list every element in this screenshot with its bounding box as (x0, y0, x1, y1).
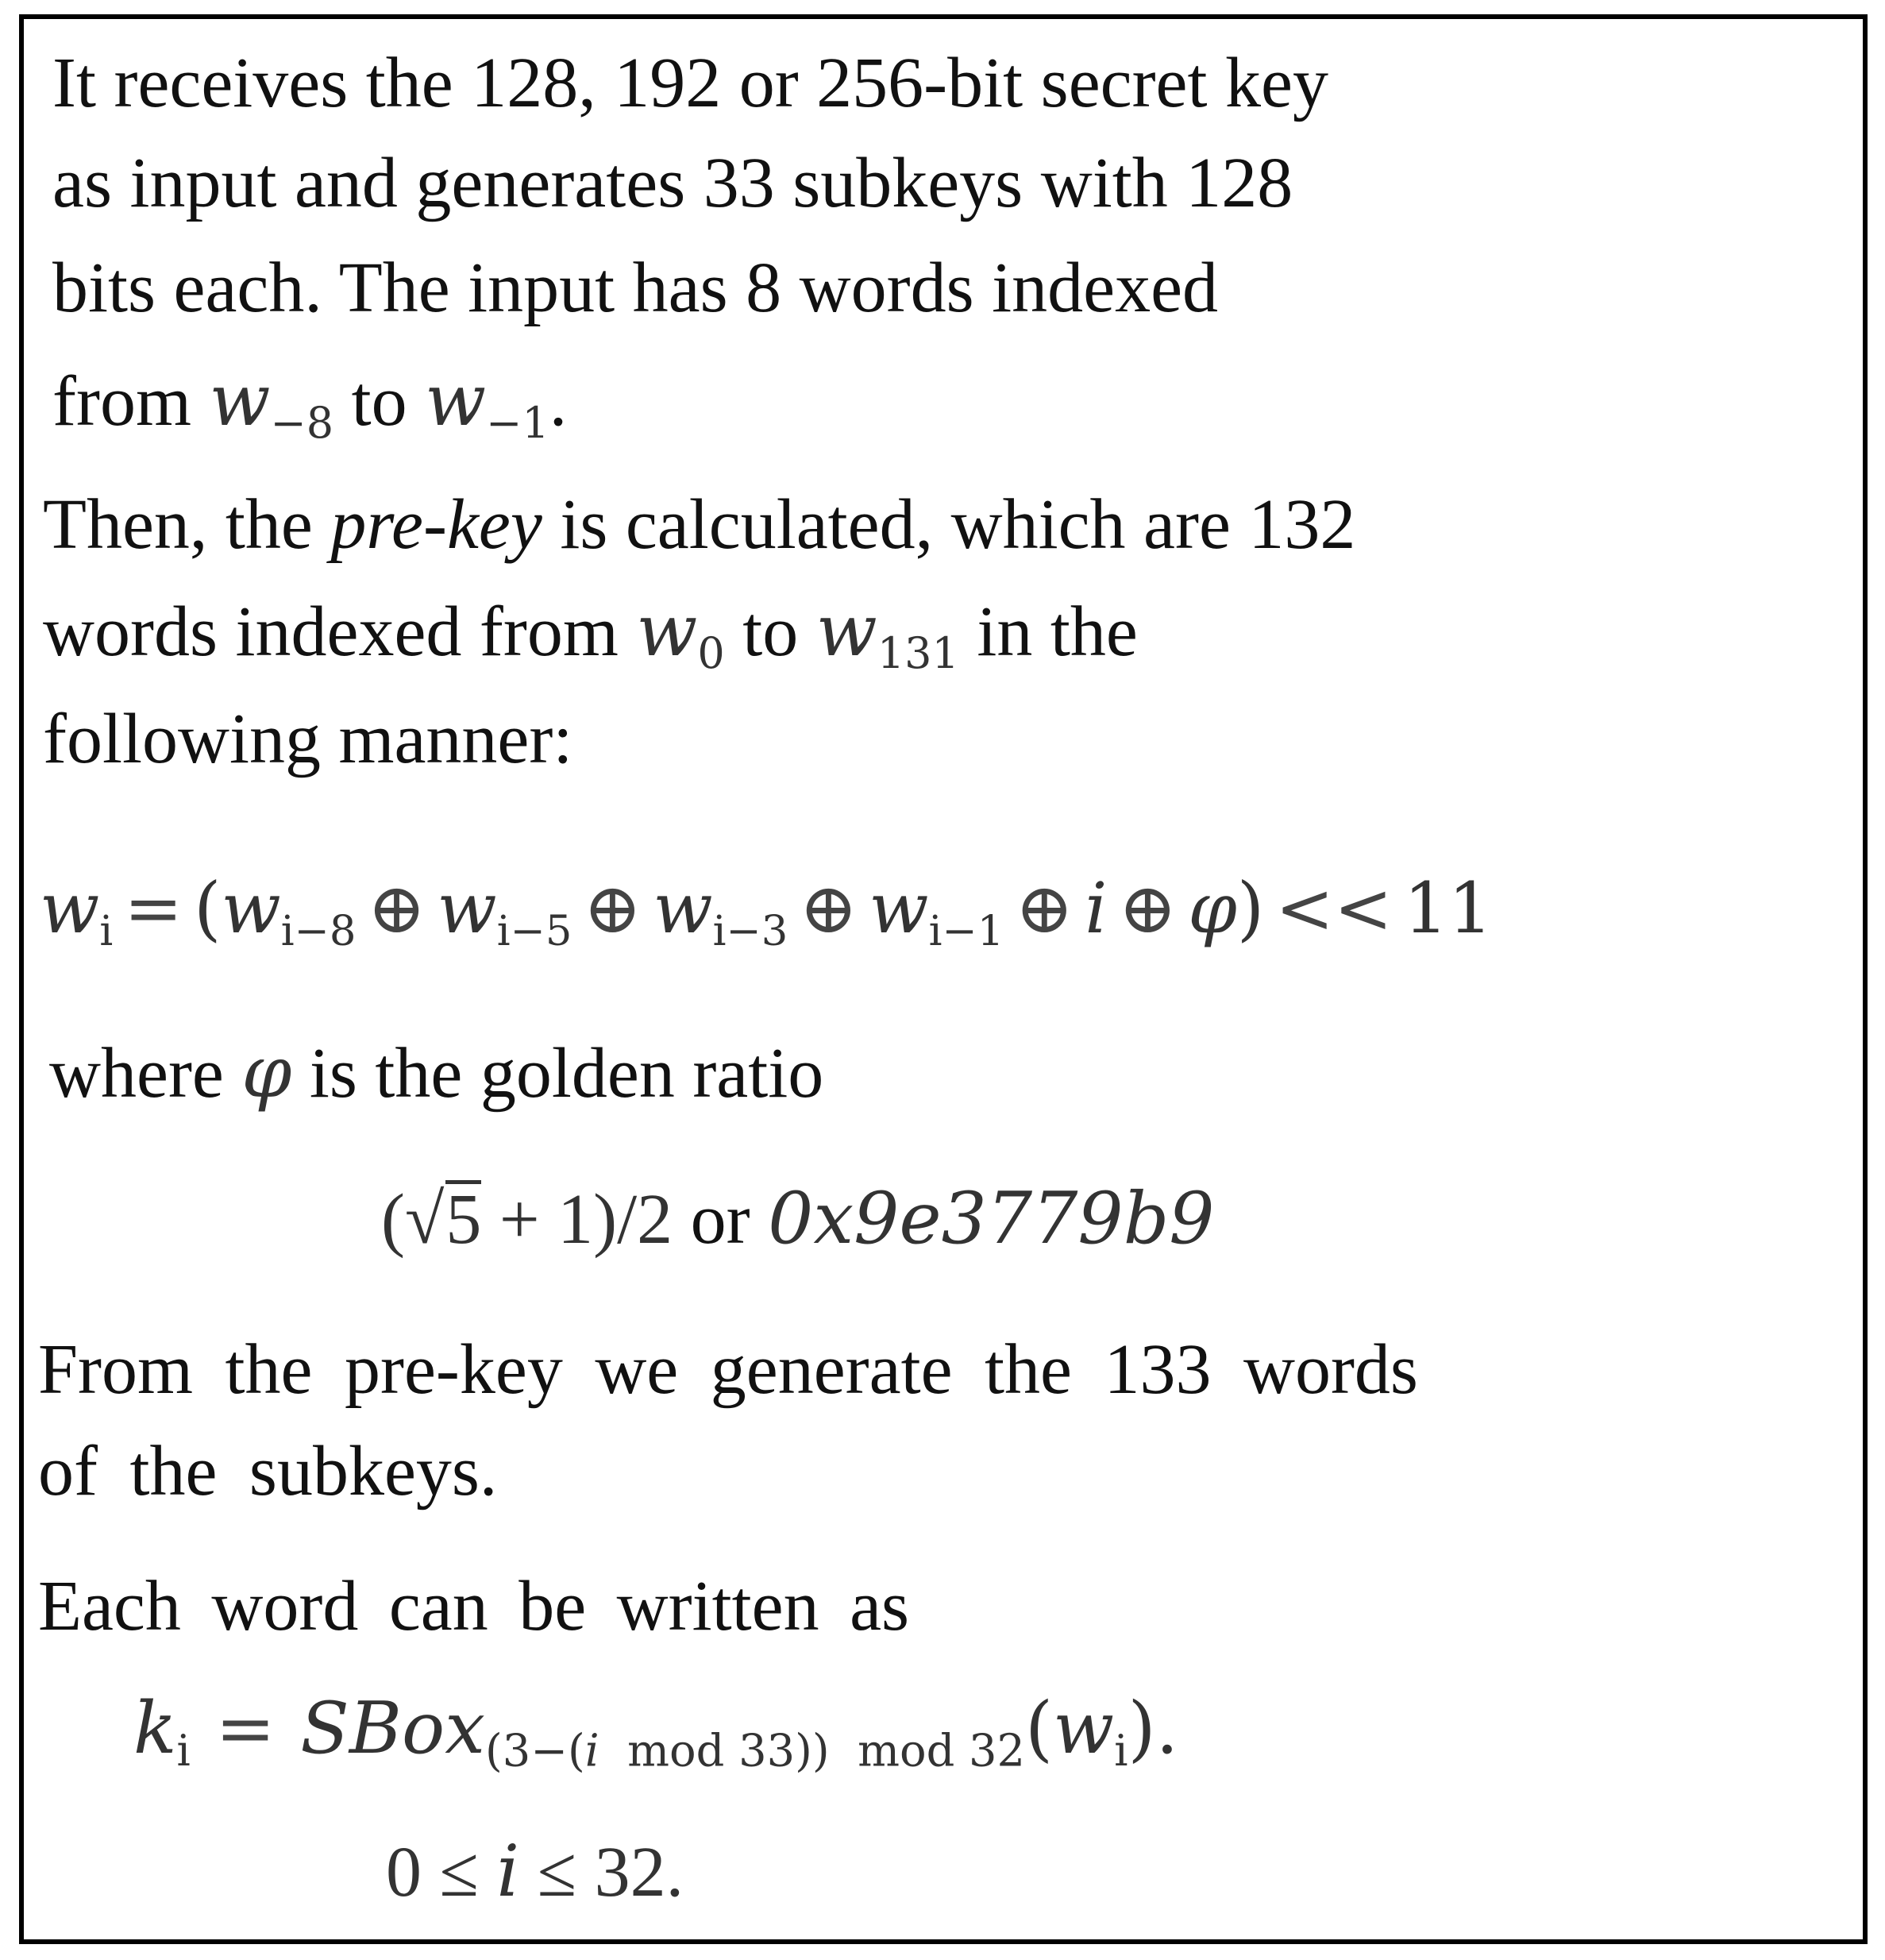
sbox-equation (133, 1687, 1179, 1777)
w-0 (636, 589, 725, 679)
range-i: i (496, 1830, 520, 1913)
sbox-equals: = (215, 1687, 276, 1770)
eq-term-2: w (437, 867, 497, 949)
intro-text-3: bits each. The input has 8 words indexed (52, 249, 1219, 327)
sbox-lhs: k (133, 1687, 177, 1770)
eq-lhs-subscript: i (99, 906, 114, 955)
shift-operator: << (1275, 867, 1393, 949)
eq-equals: = (124, 867, 183, 949)
radicand: 5 (445, 1180, 482, 1259)
xor-operator: ⊕ (367, 867, 426, 949)
eq-term-4: w (869, 867, 929, 949)
eq-open-paren: ( (194, 867, 222, 949)
sbox-arg: w (1053, 1687, 1115, 1770)
sbox-arg-subscript: i (1114, 1726, 1128, 1777)
subkeys-text-1: From the pre-key we generate the 133 words (38, 1330, 1418, 1409)
subkeys-line-3 (38, 1567, 910, 1646)
subkeys-text-2: of the subkeys. (38, 1432, 498, 1511)
prekey-line-3 (43, 700, 573, 778)
eq-term-1: w (221, 867, 281, 949)
w-symbol: w (425, 359, 487, 442)
w-0-subscript: 0 (697, 628, 725, 679)
intro-text-4a: from (52, 362, 210, 441)
prekey-text-1a: Then, the (43, 485, 331, 564)
prekey-equation (40, 867, 1493, 955)
intro-text-4b: to (333, 362, 426, 441)
eq-term-phi: φ (1188, 867, 1237, 949)
sbox-sub-prefix: (3−( (484, 1725, 585, 1777)
eq-term-2-subscript: i−5 (496, 906, 572, 955)
subkeys-text-3: Each word can be written as (38, 1567, 910, 1646)
w-minus-1 (425, 359, 549, 449)
sqrt-five (404, 1180, 482, 1259)
golden-hex: 0x9e3779b9 (768, 1177, 1215, 1260)
prekey-text-3: following manner: (43, 700, 573, 778)
w-minus-8-subscript: −8 (270, 398, 334, 449)
range-upper: ≤ 32. (519, 1833, 684, 1912)
subkeys-line-1 (38, 1330, 1418, 1409)
shift-amount: 11 (1403, 867, 1493, 949)
golden-text-b: is the golden ratio (291, 1034, 824, 1113)
sbox-range (386, 1830, 684, 1913)
prekey-line-1 (43, 485, 1356, 564)
intro-text-1: It receives the 128, 192 or 256-bit secret key (52, 44, 1328, 122)
w-131-subscript: 131 (877, 628, 959, 679)
intro-line-1 (52, 44, 1328, 122)
intro-text-2: as input and generates 33 subkeys with 128 (52, 144, 1293, 222)
sbox-sub-suffix: mod 33)) mod 32 (599, 1725, 1026, 1777)
eq-term-3: w (653, 867, 713, 949)
xor-operator: ⊕ (1015, 867, 1074, 949)
golden-text-a: where (49, 1034, 242, 1113)
subkeys-line-2 (38, 1432, 498, 1511)
intro-line-4 (52, 359, 568, 449)
golden-formula-rest: + 1)/2 (481, 1180, 673, 1259)
golden-open-paren: ( (381, 1180, 405, 1259)
prekey-text-1b: is calculated, which are 132 (542, 485, 1356, 564)
radical-icon: √ (404, 1180, 445, 1259)
intro-line-2 (52, 144, 1293, 222)
xor-operator: ⊕ (799, 867, 858, 949)
golden-formula (381, 1177, 1215, 1260)
prekey-term: pre-key (330, 485, 542, 564)
w-symbol: w (636, 589, 698, 673)
sbox-sub-i: i (584, 1725, 599, 1777)
golden-or: or (673, 1180, 769, 1259)
xor-operator: ⊕ (583, 867, 642, 949)
prekey-text-2b: to (724, 592, 816, 671)
sbox-lhs-subscript: i (176, 1726, 191, 1777)
sbox-function: SBox (300, 1687, 485, 1770)
phi-symbol: φ (241, 1031, 292, 1114)
eq-term-4-subscript: i−1 (928, 906, 1004, 955)
eq-term-i: i (1085, 867, 1108, 949)
prekey-text-2c: in the (958, 592, 1138, 671)
eq-close-paren: ) (1236, 867, 1265, 949)
w-minus-1-subscript: −1 (486, 398, 549, 449)
eq-lhs: w (40, 867, 100, 949)
w-symbol: w (209, 359, 271, 442)
w-minus-8 (209, 359, 334, 449)
prekey-text-2a: words indexed from (43, 592, 637, 671)
sbox-arg-close: ). (1128, 1687, 1179, 1770)
range-lower: 0 ≤ (386, 1833, 497, 1912)
eq-term-1-subscript: i−8 (280, 906, 357, 955)
eq-term-3-subscript: i−3 (712, 906, 788, 955)
prekey-line-2 (43, 589, 1138, 679)
sbox-function-subscript (485, 1726, 1025, 1777)
intro-text-4c: . (549, 362, 568, 441)
golden-line-1 (49, 1031, 824, 1114)
intro-line-3 (52, 249, 1219, 327)
w-symbol: w (815, 589, 877, 673)
xor-operator: ⊕ (1118, 867, 1178, 949)
sbox-arg-open: ( (1025, 1687, 1054, 1770)
w-131 (815, 589, 959, 679)
